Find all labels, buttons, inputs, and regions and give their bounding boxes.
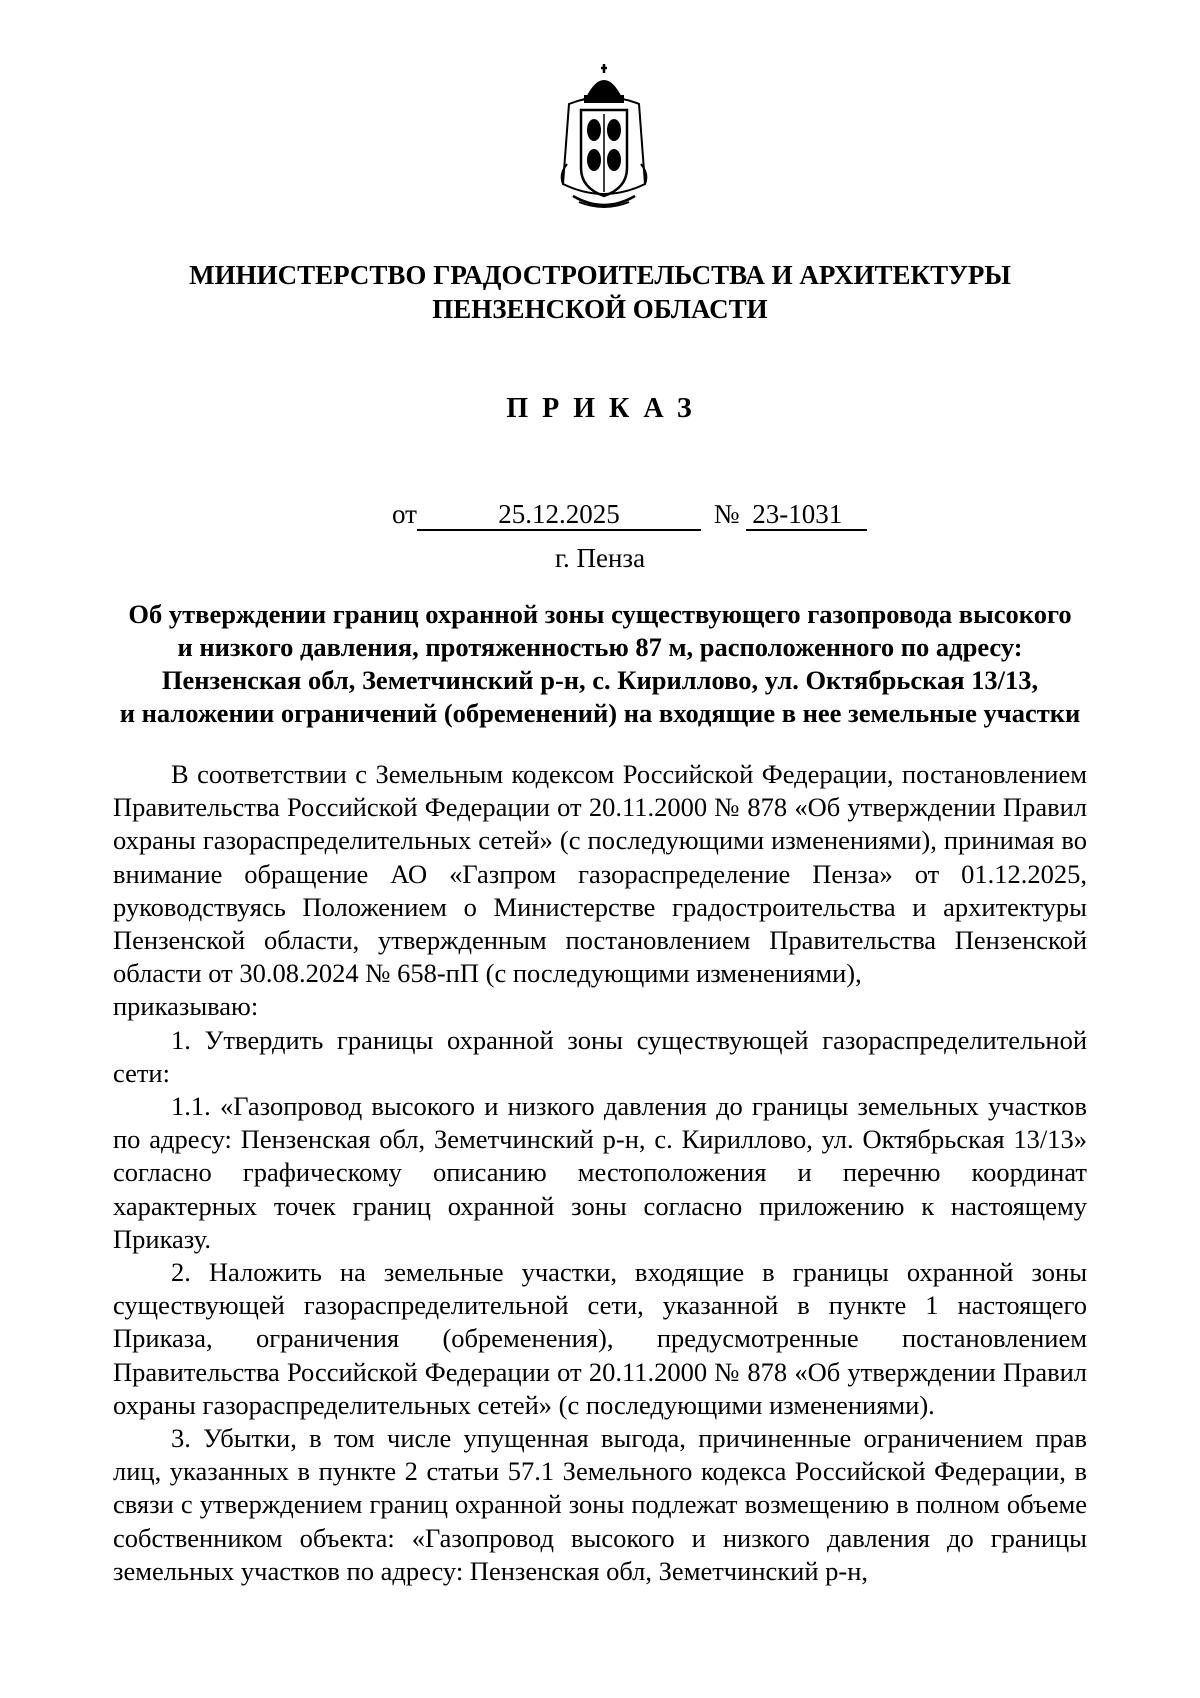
title-line1: Об утверждении границ охранной зоны существующего газопровода высокого [128, 599, 1072, 629]
date-number-line [392, 497, 867, 531]
city-label: г. Пенза [554, 543, 646, 573]
title-line4: и наложении ограничений (обременений) на входящие в нее земельные участки [119, 698, 1081, 728]
title-line3: Пензенская обл, Земетчинский р-н, с. Кириллово, ул. Октябрьская 13/13, [161, 665, 1039, 695]
coat-of-arms-emblem [559, 64, 649, 212]
date-prefix: от [392, 499, 417, 529]
item-2-paragraph: 2. Наложить на земельные участки, входящие в границы охранной зоны существующей газораспределительной сети, указанной в пункте 1 настоящего Приказа, ограничения (обременения), предусмотренные постановлением Правительства Российской Федерации от 20.11.2000 № 878 «Об утверждении Правил охраны газораспределительных сетей» (с последующими изменениями). [113, 1257, 1087, 1420]
item-1-1-paragraph: 1.1. «Газопровод высокого и низкого давления до границы земельных участков по адресу: Пензенская обл, Земетчинский р-н, с. Кириллово, ул. Октябрьская 13/13» согласно графическому описанию местоположения и перечню координат характерных точек границ охранной зоны согласно приложению к настоящему Приказу. [113, 1091, 1087, 1254]
ministry-name [0, 258, 1200, 326]
preamble-paragraph: В соответствии с Земельным кодексом Российской Федерации, постановлением Правительства Российской Федерации от 20.11.2000 № 878 «Об утверждении Правил охраны газораспределительных сетей» (с последующими изменениями), принимая во внимание обращение АО «Газпром газораспределение Пенза» от 01.12.2025, руководствуясь Положением о Министерстве градостроительства и архитектуры Пензенской области, утвержденным постановлением Правительства Пензенской области от 30.08.2024 № 658-пП (с последующими изменениями), [113, 759, 1087, 989]
document-title [110, 598, 1090, 730]
document-number: 23-1031 [746, 499, 867, 531]
document-type-heading: ПРИКАЗ [506, 393, 706, 424]
order-word: приказываю: [113, 991, 259, 1022]
number-prefix: № [713, 499, 740, 529]
document-body [113, 758, 1087, 1588]
item-3-paragraph: 3. Убытки, в том числе упущенная выгода, причиненные ограничением прав лиц, указанных в пункте 2 статьи 57.1 Земельного кодекса Российской Федерации, в связи с утверждением границ охранной зоны подлежат возмещению в полном объеме собственником объекта: «Газопровод высокого и низкого давления до границы земельных участков по адресу: Пензенская обл, Земетчинский р-н, [113, 1423, 1087, 1586]
ministry-name-line2: ПЕНЗЕНСКОЙ ОБЛАСТИ [432, 294, 768, 324]
title-line2: и низкого давления, протяженностью 87 м, расположенного по адресу: [177, 632, 1023, 662]
document-date: 25.12.2025 [417, 499, 701, 531]
ministry-name-line1: МИНИСТЕРСТВО ГРАДОСТРОИТЕЛЬСТВА И АРХИТЕКТУРЫ [189, 260, 1011, 290]
item-1-paragraph: 1. Утвердить границы охранной зоны существующей газораспределительной сети: [113, 1024, 1087, 1088]
